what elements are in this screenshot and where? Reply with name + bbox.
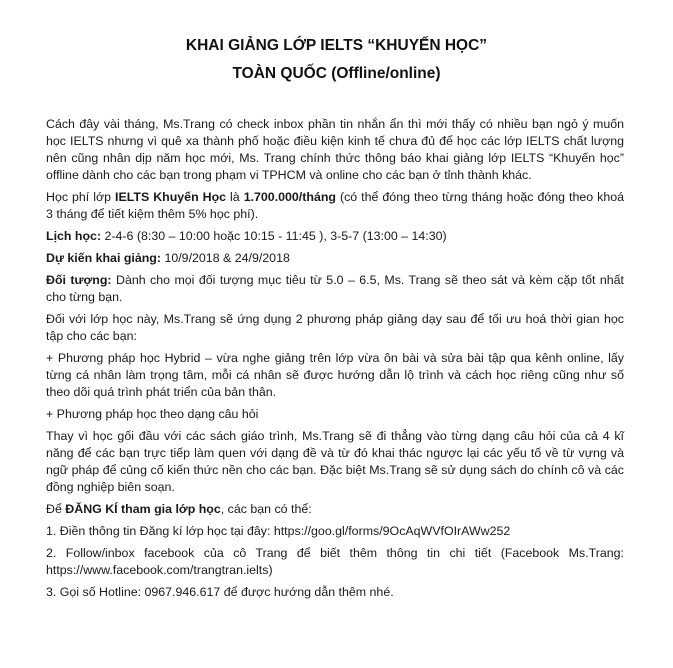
fee-paragraph <box>46 189 624 223</box>
schedule-paragraph <box>46 228 624 245</box>
page-title: KHAI GIẢNG LỚP IELTS “KHUYẾN HỌC” <box>185 37 488 54</box>
course-name: IELTS Khuyến Học <box>115 190 227 204</box>
schedule-value: 2-4-6 (8:30 – 10:00 hoặc 10:15 - 11:45 ), 3-5-7 (13:00 – 14:30) <box>101 229 447 243</box>
document-body <box>46 116 624 606</box>
target-paragraph <box>46 272 624 306</box>
step-1: 1. Điền thông tin Đăng kí lớp học tại đây: https://goo.gl/forms/9OcAqWVfOIrAWw252 <box>46 524 511 538</box>
register-prefix: Để <box>46 502 66 516</box>
fee-suffix: (có thể đóng theo từng tháng hoặc đóng theo khoá 3 tháng để tiết kiệm thêm 5% học phí). <box>46 190 624 221</box>
methods-intro-paragraph: Đối với lớp học này, Ms.Trang sẽ ứng dụng 2 phương pháp giảng dạy sau để tối ưu hoá thời gian học tập cho các bạn: <box>46 312 624 343</box>
target-value: Dành cho mọi đối tượng mục tiêu từ 5.0 – 6.5, Ms. Trang sẽ theo sát và kèm cặp tốt nhất cho từng bạn. <box>46 273 624 304</box>
step-2: 2. Follow/inbox facebook của cô Trang để biết thêm thông tin chi tiết (Facebook Ms.Trang: https://www.facebook.com/trangtran.ielts) <box>46 546 624 577</box>
opening-paragraph <box>46 250 624 267</box>
register-paragraph <box>46 501 624 518</box>
schedule-label: Lịch học: <box>46 229 102 243</box>
page-subtitle: TOÀN QUỐC (Offline/online) <box>232 65 441 82</box>
target-label: Đối tượng: <box>46 273 112 287</box>
fee-prefix: Học phí lớp <box>46 190 116 204</box>
opening-value: 10/9/2018 & 24/9/2018 <box>161 251 290 265</box>
fee-mid: là <box>226 190 244 204</box>
method-question-detail: Thay vì học gối đầu với các sách giáo trình, Ms.Trang sẽ đi thẳng vào từng dạng câu hỏi của cả 4 kĩ năng để các bạn trực tiếp làm quen với dạng đề và từ đó khai thác ngược lại các yếu tố về từ vựng và ngữ pháp để củng cố kiến thức nền cho các bạn. Đặc biệt Ms.Trang sẽ sử dụng sách do chính cô và các đồng nghiệp biên soạn. <box>46 429 624 494</box>
step-3: 3. Gọi số Hotline: 0967.946.617 để được hướng dẫn thêm nhé. <box>46 585 394 599</box>
register-label: ĐĂNG KÍ tham gia lớp học <box>65 502 221 516</box>
opening-label: Dự kiến khai giảng: <box>46 251 162 265</box>
register-suffix: , các bạn có thể: <box>220 502 312 516</box>
method-hybrid-paragraph: + Phương pháp học Hybrid – vừa nghe giảng trên lớp vừa ôn bài và sửa bài tập qua kênh online, lấy từng cá nhân làm trọng tâm, mỗi cá nhân sẽ được hướng dẫn lộ trình và cách học riêng cũng như số theo dõi quá trình phát triển của bản thân. <box>46 351 624 399</box>
method-question-paragraph: + Phương pháp học theo dạng câu hỏi <box>46 407 259 421</box>
intro-paragraph: Cách đây vài tháng, Ms.Trang có check inbox phần tin nhắn ẩn thì mới thấy có nhiều bạn ngỏ ý muốn học IELTS nhưng vì quê xa thành phố hoặc điều kiện kinh tế chưa đủ để học các lớp IELTS chất lượng nên cũng nhân dịp năm học mới, Ms. Trang chính thức thông báo khai giảng lớp IELTS “Khuyến học” offline dành cho các bạn trong phạm vi TPHCM và online cho các bạn ở tỉnh thành khác. <box>46 117 624 182</box>
fee-amount: 1.700.000/tháng <box>243 190 336 204</box>
